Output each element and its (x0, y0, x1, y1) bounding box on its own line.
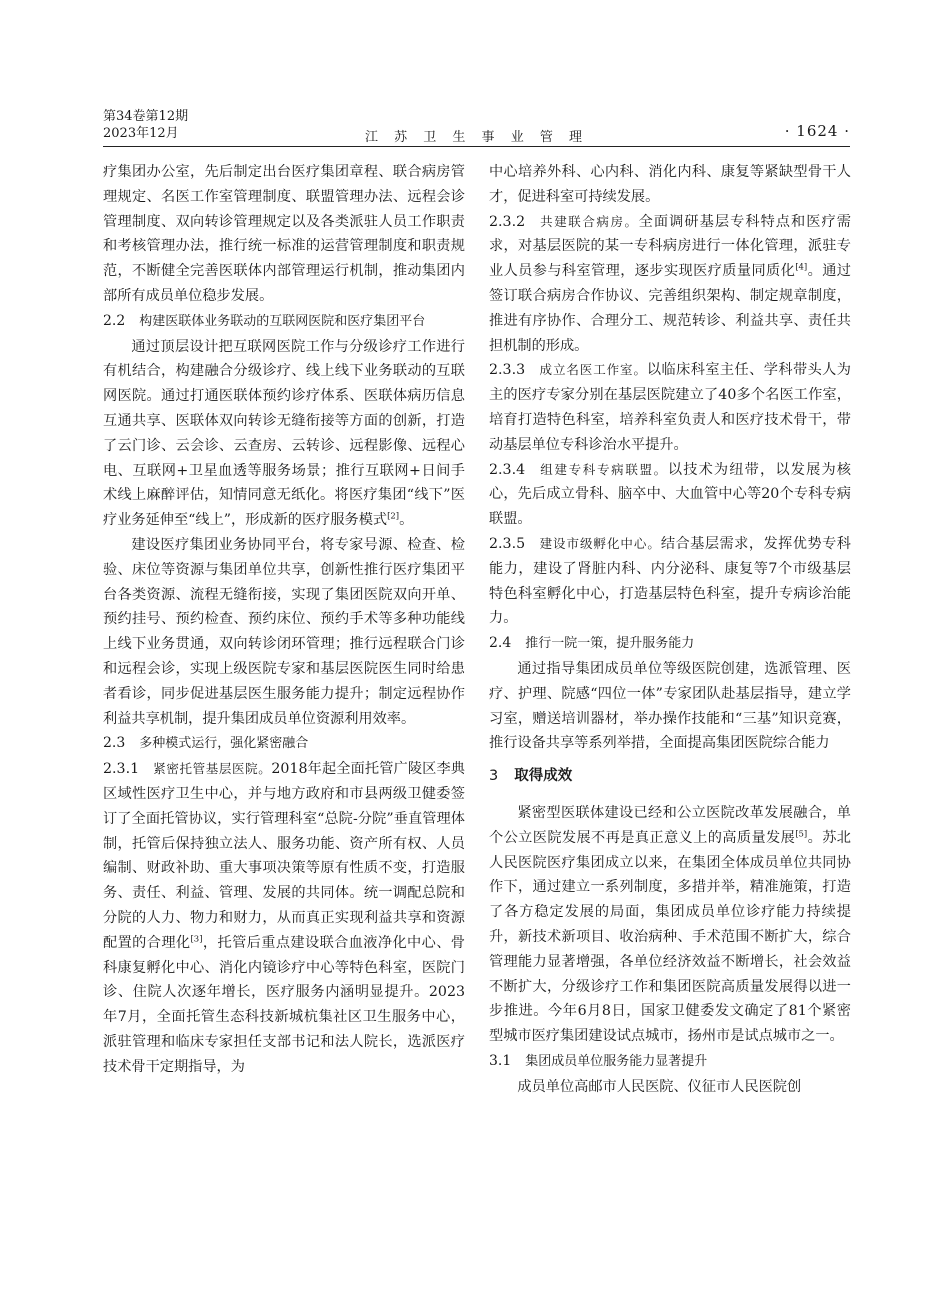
paragraph: 2.3.5 建设市级孵化中心。结合基层需求，发挥优势专科能力，建设了肾脏内科、内分泌科、康复等7个市级基层特色科室孵化中心，打造基层特色科室，提升专病诊治能力。 (489, 535, 851, 627)
section-number: 2.3 (103, 735, 126, 752)
citation: [4] (795, 262, 808, 273)
paragraph: 2.3.1 紧密托管基层医院。2018年起全面托管广陵区李典区域性医疗卫生中心，并与地方政府和市县两级卫健委签订了全面托管协议，实行管理科室“总院-分院”垂直管理体制，托管后保持独立法人、服务功能、资产所有权、人员编制、财政补助、重大事项决策等原有性质不变，打造服务、责任、利益、管理、发展的共同体。统一调配总院和分院的人力、物力和财力，从而真正实现利益共享和资源配置的合理化[3]，托管后重点建设联合血液净化中心、骨科康复孵化中心、消化内镜诊疗中心等特色科室，医院门诊、住院人次逐年增长，医疗服务内涵明显提升。2023年7月，全面托管生态科技新城杭集社区卫生服务中心，派驻管理和临床专家担任支部书记和法人院长，选派医疗技术骨干定期指导，为 (103, 761, 465, 1075)
subsection-title: 建设市级孵化中心。 (539, 535, 661, 551)
section-title: 推行一院一策，提升服务能力 (525, 636, 695, 652)
paragraph: 建设医疗集团业务协同平台，将专家号源、检查、检验、床位等资源与集团单位共享，创新性推行医疗集团平台各类资源、流程无缝衔接，实现了集团医院双向开单、预约挂号、预约检查、预约床位、预约手术等多种功能线上线下业务贯通，双向转诊闭环管理；推行远程联合门诊和远程会诊，实现上级医院专家和基层医院医生同时给患者看诊，同步促进基层医生服务能力提升；制定远程协作利益共享机制，提升集团成员单位资源利用效率。 (103, 536, 465, 727)
section-title: 取得成效 (514, 768, 573, 785)
subsection-title: 紧密托管基层医院。 (153, 761, 272, 777)
left-column (103, 160, 465, 1079)
section-number: 2.4 (489, 635, 512, 652)
section-heading-2-2 (103, 309, 465, 335)
right-column (489, 160, 851, 1099)
subsection-title: 成立名医工作室。 (539, 362, 647, 378)
section-title: 构建医联体业务联动的互联网医院和医疗集团平台 (139, 313, 426, 329)
header-rule (103, 146, 850, 147)
paragraph: 通过指导集团成员单位等级医院创建，选派管理、医疗、护理、院感“四位一体”专家团队赴基层指导，建立学习室，赠送培训器材，举办操作技能和“三基”知识竞赛，推行设备共享等系列举措，全面提高集团医院综合能力 (489, 660, 851, 752)
issue-date: 2023年12月 (103, 126, 179, 141)
page-number: · 1624 · (784, 122, 850, 140)
citation: [3] (190, 933, 203, 944)
subsection-number: 2.3.1 (103, 761, 140, 778)
journal-title: 江 苏 卫 生 事 业 管 理 (365, 130, 588, 145)
citation: [2] (387, 511, 400, 522)
section-heading-2-4 (489, 631, 851, 657)
section-heading-2-3 (103, 731, 465, 757)
paragraph: 紧密型医联体建设已经和公立医院改革发展融合，单个公立医院发展不再是真正意义上的高质量发展[5]。苏北人民医院医疗集团成立以来，在集团全体成员单位共同协作下，通过建立一系列制度，多措并举，精准施策，打造了各方稳定发展的局面，集团成员单位诊疗能力持续提升，新技术新项目、收治病种、手术范围不断扩大，综合管理能力显著增强，各单位经济效益不断增长，社会效益不断扩大，分级诊疗工作和集团医院高质量发展得以进一步推进。今年6月8日，国家卫健委发文确定了81个紧密型城市医疗集团建设试点城市，扬州市是试点城市之一。 (489, 804, 851, 1045)
subsection-number: 2.3.4 (489, 461, 526, 478)
paragraph: 2.3.2 共建联合病房。全面调研基层专科特点和医疗需求，对基层医院的某一专科病房进行一体化管理，派驻专业人员参与科室管理，逐步实现医疗质量同质化[4]。通过签订联合病房合作协议、完善组织架构、制定规章制度，推进有序协作、合理分工、规范转诊、利益共享、责任共担机制的形成。 (489, 213, 851, 354)
section-title: 集团成员单位服务能力显著提升 (525, 1053, 708, 1069)
section-number: 2.2 (103, 312, 126, 329)
subsection-title: 组建专科专病联盟。 (539, 461, 668, 477)
paragraph: 中心培养外科、心内科、消化内科、康复等紧缺型骨干人才，促进科室可持续发展。 (489, 164, 851, 205)
subsection-number: 2.3.3 (489, 362, 526, 379)
paragraph: 通过顶层设计把互联网医院工作与分级诊疗工作进行有机结合，构建融合分级诊疗、线上线下业务联动的互联网医院。通过打通医联体预约诊疗体系、医联体病历信息互通共享、医联体双向转诊无缝衔接等方面的创新，打造了云门诊、云会诊、云查房、云转诊、远程影像、远程心电、互联网+卫星血透等服务场景；推行互联网+日间手术线上麻醉评估，知情同意无纸化。将医疗集团“线下”医疗业务延伸至“线上”，形成新的医疗服务模式[2]。 (103, 338, 465, 529)
section-heading-3 (489, 764, 851, 789)
section-number: 3 (489, 768, 499, 785)
paragraph: 疗集团办公室，先后制定出台医疗集团章程、联合病房管理规定、名医工作室管理制度、联盟管理办法、远程会诊管理制度、双向转诊管理规定以及各类派驻人员工作职责和考核管理办法，推行统一标准的运营管理制度和职责规范，不断健全完善医联体内部管理运行机制，推动集团内部所有成员单位稳步发展。 (103, 164, 465, 304)
section-heading-3-1 (489, 1049, 851, 1075)
paragraph: 2.3.3 成立名医工作室。以临床科室主任、学科带头人为主的医疗专家分别在基层医院建立了40多个名医工作室，培育打造特色科室，培养科室负责人和医疗技术骨干，带动基层单位专科诊治水平提升。 (489, 362, 851, 453)
section-number: 3.1 (489, 1052, 512, 1069)
subsection-title: 共建联合病房。 (539, 213, 639, 229)
subsection-number: 2.3.5 (489, 535, 526, 552)
citation: [5] (795, 828, 808, 839)
section-title: 多种模式运行，强化紧密融合 (139, 736, 309, 752)
subsection-number: 2.3.2 (489, 213, 526, 230)
paragraph: 2.3.4 组建专科专病联盟。以技术为纽带，以发展为核心，先后成立骨科、脑卒中、大血管中心等20个专科专病联盟。 (489, 461, 851, 528)
paragraph: 成员单位高邮市人民医院、仪征市人民医院创 (517, 1078, 802, 1095)
volume-issue: 第34卷第12期 (103, 109, 189, 124)
page-header (103, 108, 850, 144)
